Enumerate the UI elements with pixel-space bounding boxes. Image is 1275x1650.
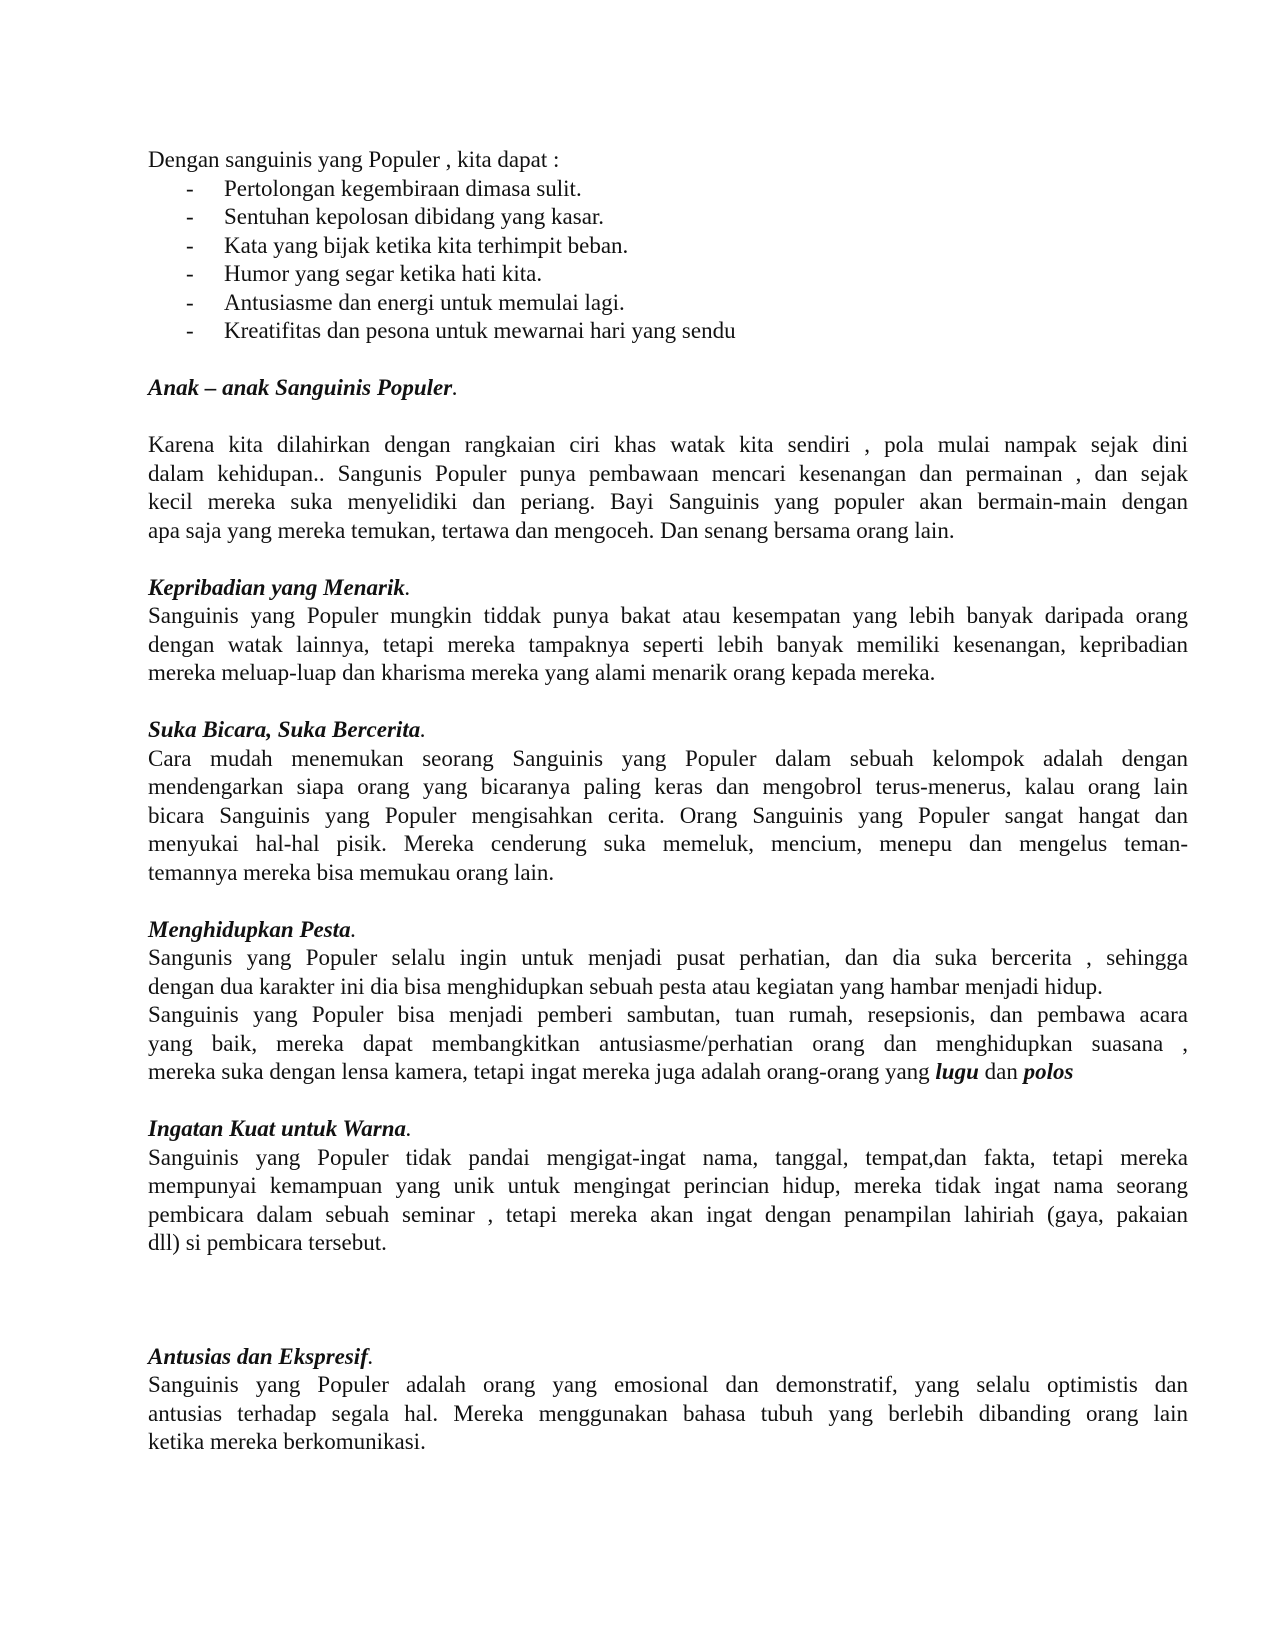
- paragraph-ingatan: Sanguinis yang Populer tidak pandai mengigat-ingat nama, tanggal, tempat,dan fakta, tetapi mereka mempunyai kemampuan yang unik untuk mengingat perincian hidup, mereka tidak ingat nama seorang pembicara dalam sebuah seminar , tetapi mereka akan ingat dengan penampilan lahiriah (gaya, pakaian dll) si pembicara tersebut.: [148, 1144, 1188, 1255]
- dash-bullet: -: [186, 318, 194, 343]
- list-item: - Kreatifitas dan pesona untuk mewarnai hari yang sendu: [148, 317, 1188, 346]
- section-heading-pesta: Menghidupkan Pesta.: [148, 916, 357, 942]
- section-heading-anak: Anak – anak Sanguinis Populer.: [148, 375, 458, 400]
- dash-bullet: -: [186, 175, 194, 201]
- dash-bullet: -: [186, 232, 194, 258]
- list-item: - Humor yang segar ketika hati kita.: [148, 260, 1188, 289]
- section-heading-ingatan: Ingatan Kuat untuk Warna.: [148, 1116, 412, 1141]
- list-item: - Antusiasme dan energi untuk memulai lagi.: [148, 289, 1188, 318]
- dash-bullet: -: [186, 261, 194, 286]
- list-item: - Kata yang bijak ketika kita terhimpit beban.: [148, 232, 1188, 261]
- document-page: [148, 146, 1188, 1457]
- section-heading-kepribadian: Kepribadian yang Menarik.: [148, 574, 411, 600]
- section-heading-antusias: Antusias dan Ekspresif.: [148, 1343, 374, 1369]
- emphasis-lugu: lugu: [935, 1059, 979, 1084]
- section-heading-bicara: Suka Bicara, Suka Bercerita.: [148, 717, 426, 742]
- intro-text: Dengan sanguinis yang Populer , kita dapat :: [148, 147, 560, 172]
- list-item: - Sentuhan kepolosan dibidang yang kasar.: [148, 203, 1188, 232]
- paragraph-pesta: Sangunis yang Populer selalu ingin untuk menjadi pusat perhatian, dan dia suka bercerita , sehingga dengan dua karakter ini dia bisa menghidupkan sebuah pesta atau kegiatan yang hambar menjadi hidup. Sanguinis yang Populer bisa menjadi pemberi sambutan, tuan rumah, resepsionis, dan pembawa acara yang baik, mereka dapat membangkitkan antusiasme/perhatian orang dan menghidupkan suasana , mereka suka dengan lensa kamera, tetapi ingat mereka juga adalah orang-orang yang lugu dan polos: [148, 944, 1188, 1087]
- paragraph-antusias: Sanguinis yang Populer adalah orang yang emosional dan demonstratif, yang selalu optimistis dan antusias terhadap segala hal. Mereka menggunakan bahasa tubuh yang berlebih dibanding orang lain ketika mereka berkomunikasi.: [148, 1372, 1188, 1454]
- paragraph-anak: Karena kita dilahirkan dengan rangkaian ciri khas watak kita sendiri , pola mulai nampak sejak dini dalam kehidupan.. Sangunis Populer punya pembawaan mencari kesenangan dan permainan , dan sejak kecil mereka suka menyelidiki dan periang. Bayi Sanguinis yang populer akan bermain-main dengan apa saja yang mereka temukan, tertawa dan mengoceh. Dan senang bersama orang lain.: [148, 432, 1188, 543]
- dash-bullet: -: [186, 289, 194, 315]
- list-item: - Pertolongan kegembiraan dimasa sulit.: [148, 175, 1188, 204]
- paragraph-pesta-last-line: mereka suka dengan lensa kamera, tetapi ingat mereka juga adalah orang-orang yang lugu dan polos: [148, 1059, 1074, 1084]
- paragraph-kepribadian: Sanguinis yang Populer mungkin tiddak punya bakat atau kesempatan yang lebih banyak daripada orang dengan watak lainnya, tetapi mereka tampaknya seperti lebih banyak memiliki kesenangan, kepribadian mereka meluap-luap dan kharisma mereka yang alami menarik orang kepada mereka.: [148, 603, 1188, 685]
- paragraph-bicara: Cara mudah menemukan seorang Sanguinis yang Populer dalam sebuah kelompok adalah dengan mendengarkan siapa orang yang bicaranya paling keras dan mengobrol terus-menerus, kalau orang lain bicara Sanguinis yang Populer mengisahkan cerita. Orang Sanguinis yang Populer sangat hangat dan menyukai hal-hal pisik. Mereka cenderung suka memeluk, mencium, menepu dan mengelus teman- temannya mereka bisa memukau orang lain.: [148, 745, 1188, 885]
- dash-bullet: -: [186, 204, 194, 229]
- qualities-list: [148, 175, 1188, 346]
- emphasis-polos: polos: [1023, 1059, 1074, 1084]
